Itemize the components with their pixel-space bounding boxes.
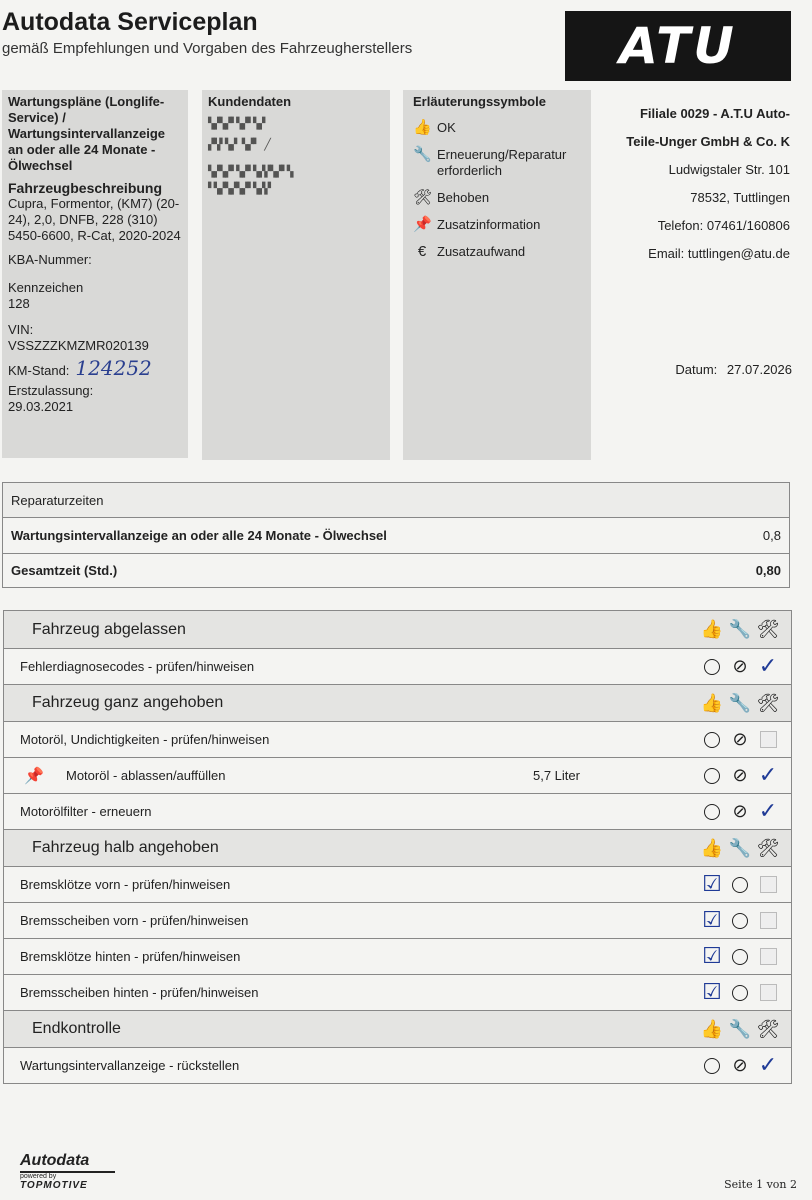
legend-item: [413, 190, 581, 206]
repair-times-table: [2, 482, 790, 588]
empty-box[interactable]: [757, 910, 779, 932]
repair-total-label: Gesamtzeit (Std.): [11, 563, 118, 578]
item-label: Motoröl - ablassen/auffüllen: [66, 768, 226, 783]
repair-header: Reparaturzeiten: [11, 492, 104, 508]
section-row: [4, 684, 791, 721]
erst-label: Erstzulassung:: [8, 383, 94, 398]
branch-name-line2: Teile-Unger GmbH & Co. K: [626, 134, 790, 149]
branch-phone: Telefon: 07461/160806: [657, 218, 790, 233]
checklist-row: [4, 902, 791, 938]
km-label: KM-Stand:: [8, 363, 70, 378]
empty-box[interactable]: [757, 946, 779, 968]
crossed-circle[interactable]: ⊘: [732, 801, 748, 821]
vin-label: VIN:: [8, 322, 34, 337]
fixed-icon: 🛠: [413, 189, 433, 206]
item-label: Bremsscheiben vorn - prüfen/hinweisen: [20, 913, 249, 928]
section-title: Fahrzeug halb angehoben: [32, 839, 219, 856]
repair-item-label: Wartungsintervallanzeige an oder alle 24 Monate - Ölwechsel: [11, 528, 387, 543]
checklist-row: [4, 866, 791, 902]
vehicle-description: Cupra, Formentor, (KM7) (20-24), 2,0, DNFB, 228 (310) 5450-6600, R-Cat, 2020-2024: [8, 196, 181, 243]
thumbs-up-icon: 👍: [700, 1018, 724, 1039]
section-row: [4, 1010, 791, 1047]
page-subtitle: gemäß Empfehlungen und Vorgaben des Fahrzeugherstellers: [2, 40, 413, 57]
checklist-row: [4, 974, 791, 1010]
section-title: Endkontrolle: [32, 1020, 121, 1037]
erst-value: 29.03.2021: [8, 399, 74, 414]
ok-circle[interactable]: [701, 1055, 723, 1077]
empty-box[interactable]: [757, 729, 779, 751]
fixed-icon: 🛠: [756, 692, 780, 713]
autodata-logo: Autodata powered by TOPMOTIVE: [20, 1152, 115, 1191]
km-row: [8, 356, 182, 380]
pin-icon: 📌: [24, 767, 44, 785]
legend-label: Erneuerung/Reparatur erforderlich: [437, 147, 567, 178]
wrench-icon: 🔧: [413, 146, 432, 163]
legend-label: Zusatzinformation: [437, 217, 541, 232]
check-mark[interactable]: ✓: [758, 763, 778, 788]
checklist-row: [4, 721, 791, 757]
ok-circle[interactable]: [729, 982, 751, 1004]
fixed-icon: 🛠: [756, 619, 780, 639]
legend-label: Zusatzaufwand: [437, 244, 526, 259]
thumbs-up-icon: 👍: [700, 837, 724, 858]
checklist-row: [4, 757, 791, 793]
pin-icon: 📌: [413, 216, 432, 233]
branch-email: Email: tuttlingen@atu.de: [648, 246, 790, 261]
item-label: Motorölfilter - erneuern: [20, 804, 152, 819]
thumbs-up-icon: 👍: [413, 119, 432, 136]
section-row: [4, 829, 791, 866]
repair-item-row: [3, 517, 789, 553]
section-title: Fahrzeug ganz angehoben: [32, 694, 224, 711]
ok-circle[interactable]: [729, 874, 751, 896]
legend-title: Erläuterungssymbole: [413, 94, 546, 109]
repair-item-value: 0,8: [762, 528, 781, 543]
date-label: Datum:: [675, 362, 718, 377]
check-mark[interactable]: ✓: [758, 799, 778, 824]
vin-value: VSSZZZKMZMR020139: [8, 338, 149, 353]
branch-city: 78532, Tuttlingen: [690, 190, 790, 205]
kennzeichen-value: 128: [8, 296, 30, 311]
ok-circle[interactable]: [729, 946, 751, 968]
item-label: Fehlerdiagnosecodes - prüfen/hinweisen: [20, 659, 255, 674]
item-label: Wartungsintervallanzeige - rückstellen: [20, 1058, 240, 1073]
item-label: Bremsscheiben hinten - prüfen/hinweisen: [20, 985, 259, 1000]
item-label: Motoröl, Undichtigkeiten - prüfen/hinweisen: [20, 732, 270, 747]
legend-label: Behoben: [437, 190, 490, 205]
redacted-customer-data: ▚▞▚▞▘▚▞▘▚▞ ▞▚▘▚▞ ▚▞▘ ╱ ▚▞▚▞▘▚▞▘▚▞▞▚▞▘▚ ▘▚▞▚▞▚▞▘▚▞▞: [208, 117, 293, 195]
repair-total-value: 0,80: [755, 563, 781, 578]
legend-label: OK: [437, 120, 456, 135]
kba-label: KBA-Nummer:: [8, 252, 92, 267]
empty-box[interactable]: [757, 874, 779, 896]
kennzeichen-label: Kennzeichen: [8, 280, 84, 295]
date-value: 27.07.2026: [726, 362, 792, 377]
checklist-row: [4, 1047, 791, 1083]
page-number: Seite 1 von 2: [724, 1178, 797, 1191]
crossed-circle[interactable]: ⊘: [732, 656, 748, 676]
repair-header-row: [3, 483, 789, 517]
item-label: Bremsklötze vorn - prüfen/hinweisen: [20, 877, 231, 892]
section-title: Fahrzeug abgelassen: [32, 620, 186, 638]
check-mark[interactable]: ✓: [758, 654, 778, 679]
km-value: 124252: [75, 356, 152, 380]
customer-panel: [202, 90, 390, 460]
empty-box[interactable]: [757, 982, 779, 1004]
vehicle-info-panel: [2, 90, 188, 458]
crossed-circle[interactable]: ⊘: [732, 729, 748, 749]
crossed-circle[interactable]: ⊘: [732, 765, 748, 785]
legend-item: [413, 120, 581, 136]
legend-item: [413, 244, 581, 260]
wrench-icon: 🔧: [728, 692, 752, 713]
desc-label: Fahrzeugbeschreibung: [8, 180, 163, 196]
section-row: [4, 611, 791, 648]
wrench-icon: 🔧: [728, 1018, 752, 1039]
customer-label: Kundendaten: [208, 94, 292, 109]
ok-circle[interactable]: [701, 765, 723, 787]
legend-panel: [403, 90, 591, 460]
checklist-row: [4, 648, 791, 684]
item-label: Bremsklötze hinten - prüfen/hinweisen: [20, 949, 241, 964]
thumbs-up-icon: 👍: [700, 619, 724, 639]
amount-value: 5,7 Liter: [533, 768, 580, 783]
wrench-icon: 🔧: [728, 837, 752, 858]
date-row: [675, 362, 792, 377]
check-mark[interactable]: ✓: [758, 1053, 778, 1078]
checked-circle[interactable]: ☑: [702, 980, 722, 1005]
legend-item: [413, 147, 581, 179]
checklist-row: [4, 793, 791, 829]
checked-circle[interactable]: ☑: [702, 944, 722, 969]
checklist-row: [4, 938, 791, 974]
branch-name-line1: Filiale 0029 - A.T.U Auto-: [639, 106, 790, 121]
wrench-icon: 🔧: [728, 619, 752, 639]
crossed-circle[interactable]: ⊘: [732, 1055, 748, 1075]
plan-title: Wartungspläne (Longlife-Service) / Wartungsintervallanzeige an oder alle 24 Monate - Ölwechsel: [8, 94, 165, 173]
branch-street: Ludwigstaler Str. 101: [668, 162, 790, 177]
fixed-icon: 🛠: [756, 1018, 780, 1039]
checked-circle[interactable]: ☑: [702, 908, 722, 933]
ok-circle[interactable]: [701, 801, 723, 823]
thumbs-up-icon: 👍: [700, 692, 724, 713]
legend-item: [413, 217, 581, 233]
atu-logo: ATU: [565, 11, 791, 81]
page-title: Autodata Serviceplan: [2, 8, 258, 36]
ok-circle[interactable]: [701, 729, 723, 751]
checked-circle[interactable]: ☑: [702, 872, 722, 897]
fixed-icon: 🛠: [756, 837, 780, 858]
euro-icon: €: [417, 243, 427, 260]
ok-circle[interactable]: [701, 656, 723, 678]
branch-address: [590, 100, 790, 268]
ok-circle[interactable]: [729, 910, 751, 932]
service-checklist: [3, 610, 792, 1084]
repair-total-row: [3, 553, 789, 587]
